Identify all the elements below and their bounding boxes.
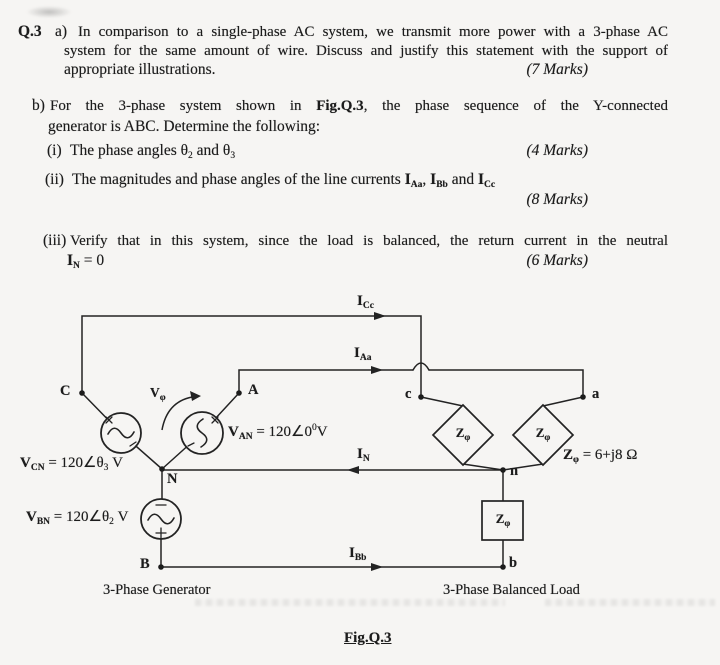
caption-generator: 3-Phase Generator [103,582,211,598]
part-b-line2: generator is ABC. Determine the following: [48,118,321,135]
phase-rotation-arrow-icon [190,391,201,401]
theta2-subscript: 2 [188,151,193,161]
label-van-equation: $V_{AN}$ = $120\angle 0^0V$ [228,423,328,442]
item-iii-eq: = 0 [79,252,105,269]
item-ii-number: (ii) [45,171,64,188]
item-i-marks: (4 Marks) [526,142,588,159]
junction-dots [79,390,586,570]
item-i-mid: and θ [192,142,231,159]
item-iii-marks: (6 Marks) [526,252,588,269]
figure-reference: Fig.Q.3 [316,98,364,114]
arrow-right-icon [371,366,383,374]
arrow-right-icon [374,312,386,320]
current-iaa-symbol: $I_{Aa}$ [404,171,423,190]
label-current-icc: $I_{Cc}$ [357,293,374,311]
arrow-left-icon [347,466,359,474]
part-a-line1: In comparison to a single-phase AC system, we transmit more power with a 3-phase AC [78,24,668,40]
label-impedance-value: $Z_\varphi = 6+j8$ Ω [563,447,638,465]
item-ii-sep1: , [422,171,431,188]
node-label-A: A [248,382,259,398]
question-number: Q.3 [18,23,42,40]
item-iii-line1: Verify that in this system, since the load is balanced, the return current in the neutral [70,233,668,249]
part-b-line1-pre: For the 3-phase system shown in [50,98,317,114]
part-b-label: b) [32,97,45,114]
label-current-iaa: $I_{Aa}$ [354,345,372,363]
label-current-in: $I_N$ [357,446,370,464]
node-label-b: b [509,555,518,571]
part-a-line2: system for the same amount of wire. Discuss and justify this statement with the support of [64,43,668,59]
caption-load: 3-Phase Balanced Load [443,582,580,598]
item-iii-number: (iii) [43,232,67,249]
part-a-label: a) [55,23,68,40]
label-z-box-b: $Z_\varphi$ [495,511,511,529]
label-current-ibb: $I_{Bb}$ [349,545,367,563]
current-icc-symbol: $I_{Cc}$ [477,171,496,190]
node-label-c: c [405,386,412,402]
node-label-B: B [140,556,150,572]
node-label-a: a [592,386,600,402]
item-ii-pre: The magnitudes and phase angles of the line currents [72,171,405,188]
label-z-diamond-c: $Z_\varphi$ [455,425,471,443]
node-label-C: C [60,383,71,399]
item-i-pre: The phase angles θ [70,142,189,159]
node-label-n: n [510,463,519,479]
label-vbn-equation: $V_{BN}$ = $120\angle\theta_2$ V [26,509,129,527]
current-ibb-symbol: $I_{Bb}$ [430,171,448,190]
arrow-right-icon [371,563,383,571]
part-a-marks: (7 Marks) [526,61,588,78]
item-ii-marks: (8 Marks) [526,191,588,208]
theta3-subscript: 3 [230,151,236,161]
part-b-line1-post: , the phase sequence of the Y-connected [363,98,668,114]
label-vcn-equation: $V_{CN}$ = $120\angle\theta_3$ V [20,455,124,473]
figure-caption: Fig.Q.3 [344,630,392,646]
part-a-line3: appropriate illustrations. [64,61,216,78]
item-i-number: (i) [47,142,62,159]
label-phase-voltage: $V_\varphi$ [150,385,166,403]
neutral-current-symbol: $I_N$ [67,252,80,271]
item-ii-sep2: and [447,171,478,188]
label-z-diamond-a: $Z_\varphi$ [535,425,551,443]
node-label-N: N [167,471,178,487]
